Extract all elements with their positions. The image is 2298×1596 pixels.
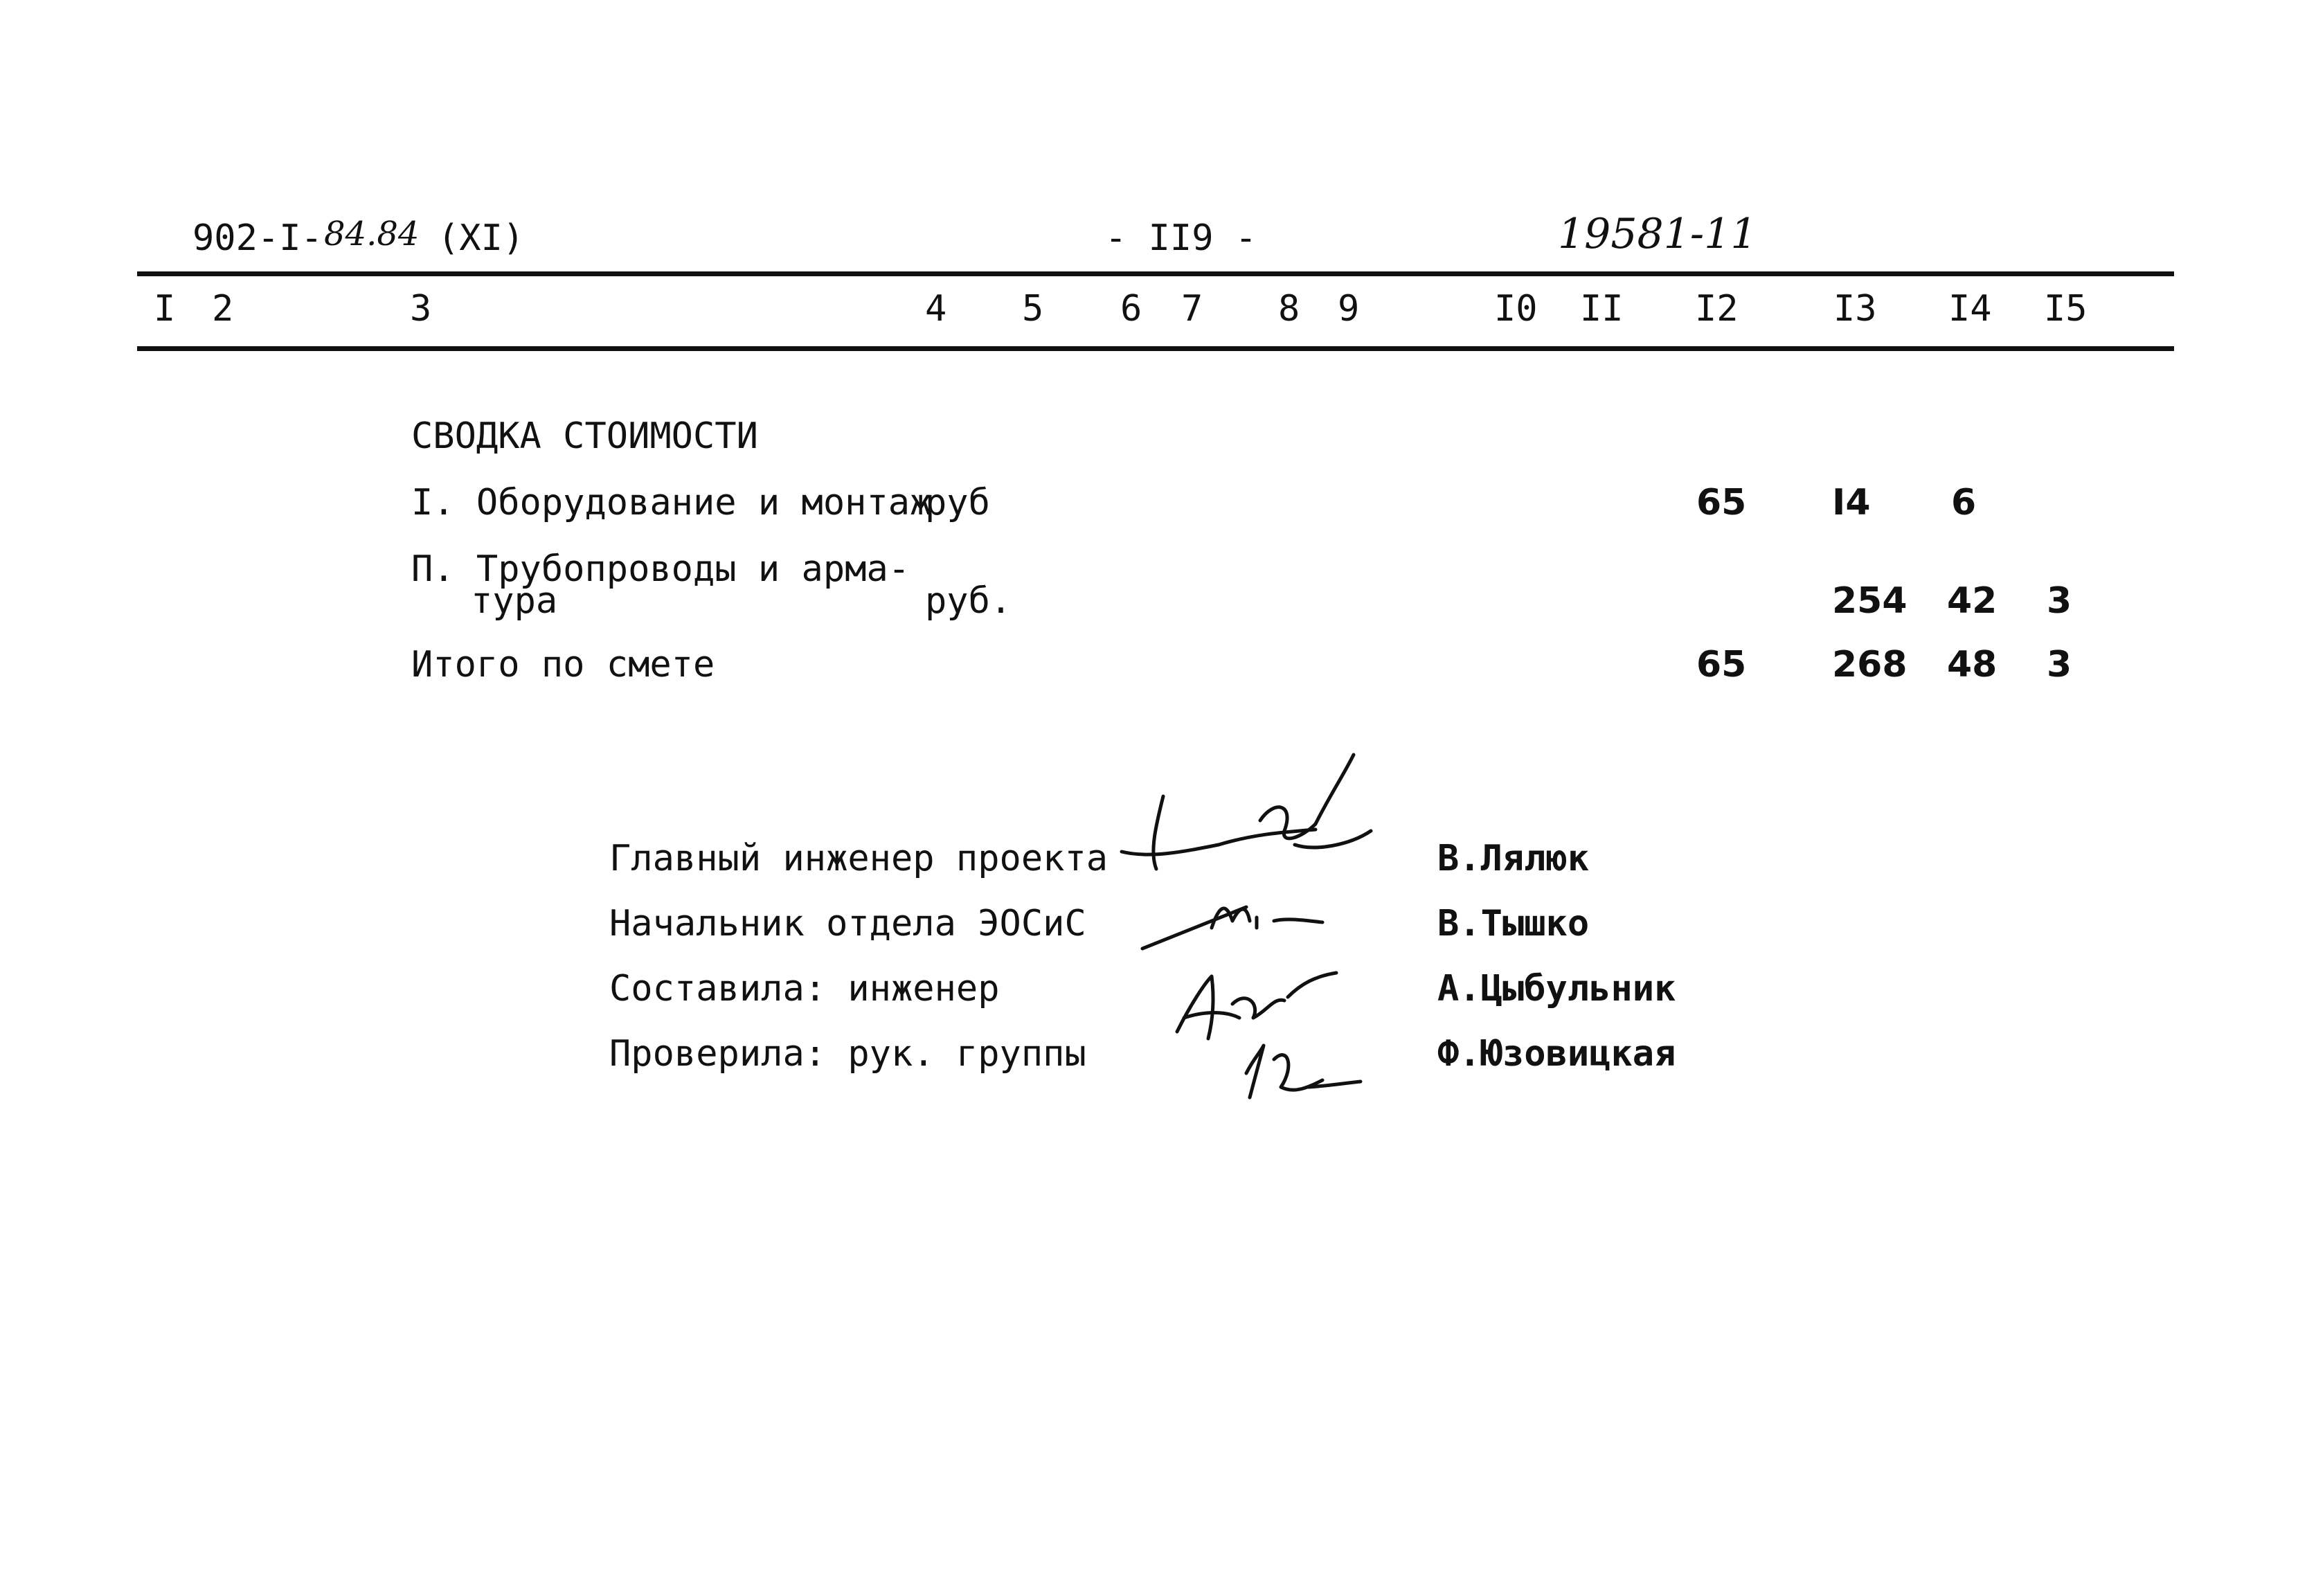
doc-code-handwritten: 84.84 (324, 215, 420, 253)
signer-role: Начальник отдела ЭОСиС (609, 903, 1086, 944)
col-14: I4 (1948, 288, 1992, 330)
signer-role: Главный инженер проекта (609, 838, 1108, 879)
row-unit: руб. (925, 580, 1012, 622)
col-3: 3 (410, 288, 432, 330)
signature-dept-head (1135, 879, 1343, 956)
row-value-c13: 254 (1832, 580, 1907, 622)
col-15: I5 (2044, 288, 2088, 330)
row-value-c13: I4 (1832, 482, 1871, 523)
row-value-c12: 65 (1696, 482, 1747, 523)
row-label: Итого по смете (411, 644, 715, 685)
header-rule-bottom (137, 346, 2174, 351)
col-4: 4 (925, 288, 947, 330)
signer-name: Ф.Юзовицкая (1437, 1033, 1676, 1075)
col-11: II (1580, 288, 1624, 330)
row-label-continued: тура (471, 580, 558, 622)
signer-name: В.Тышко (1437, 903, 1590, 944)
col-5: 5 (1022, 288, 1044, 330)
signature-reviewer (1226, 1032, 1364, 1108)
page-number: - II9 - (1105, 217, 1257, 259)
doc-code: 902-I- (192, 217, 323, 259)
row-value-c14: 6 (1951, 482, 1977, 523)
archive-number: 19581-11 (1558, 210, 1757, 258)
row-value-c14: 42 (1947, 580, 1998, 622)
col-7: 7 (1181, 288, 1203, 330)
row-value-c14: 48 (1947, 644, 1998, 685)
col-12: I2 (1695, 288, 1739, 330)
col-13: I3 (1833, 288, 1877, 330)
signer-role: Составила: инженер (609, 968, 1000, 1010)
doc-part: (XI) (438, 217, 525, 259)
row-value-c15: 3 (2047, 644, 2072, 685)
header-rule-top (137, 271, 2174, 276)
row-value-c12: 65 (1696, 644, 1747, 685)
row-unit: руб (925, 482, 990, 523)
signature-chief-engineer (1108, 748, 1385, 879)
signer-name: А.Цыбульник (1437, 968, 1676, 1010)
col-2: 2 (212, 288, 234, 330)
row-value-c13: 268 (1832, 644, 1907, 685)
col-1: I (154, 288, 176, 330)
row-label: I. Оборудование и монтаж (411, 482, 932, 523)
row-label: П. Трубопроводы и арма- (411, 548, 910, 590)
col-8: 8 (1278, 288, 1300, 330)
signer-name: В.Лялюк (1437, 838, 1590, 879)
col-10: I0 (1494, 288, 1538, 330)
col-6: 6 (1120, 288, 1142, 330)
summary-title: СВОДКА СТОИМОСТИ (411, 415, 758, 457)
row-value-c15: 3 (2047, 580, 2072, 622)
col-9: 9 (1338, 288, 1360, 330)
signer-role: Проверила: рук. группы (609, 1033, 1086, 1075)
